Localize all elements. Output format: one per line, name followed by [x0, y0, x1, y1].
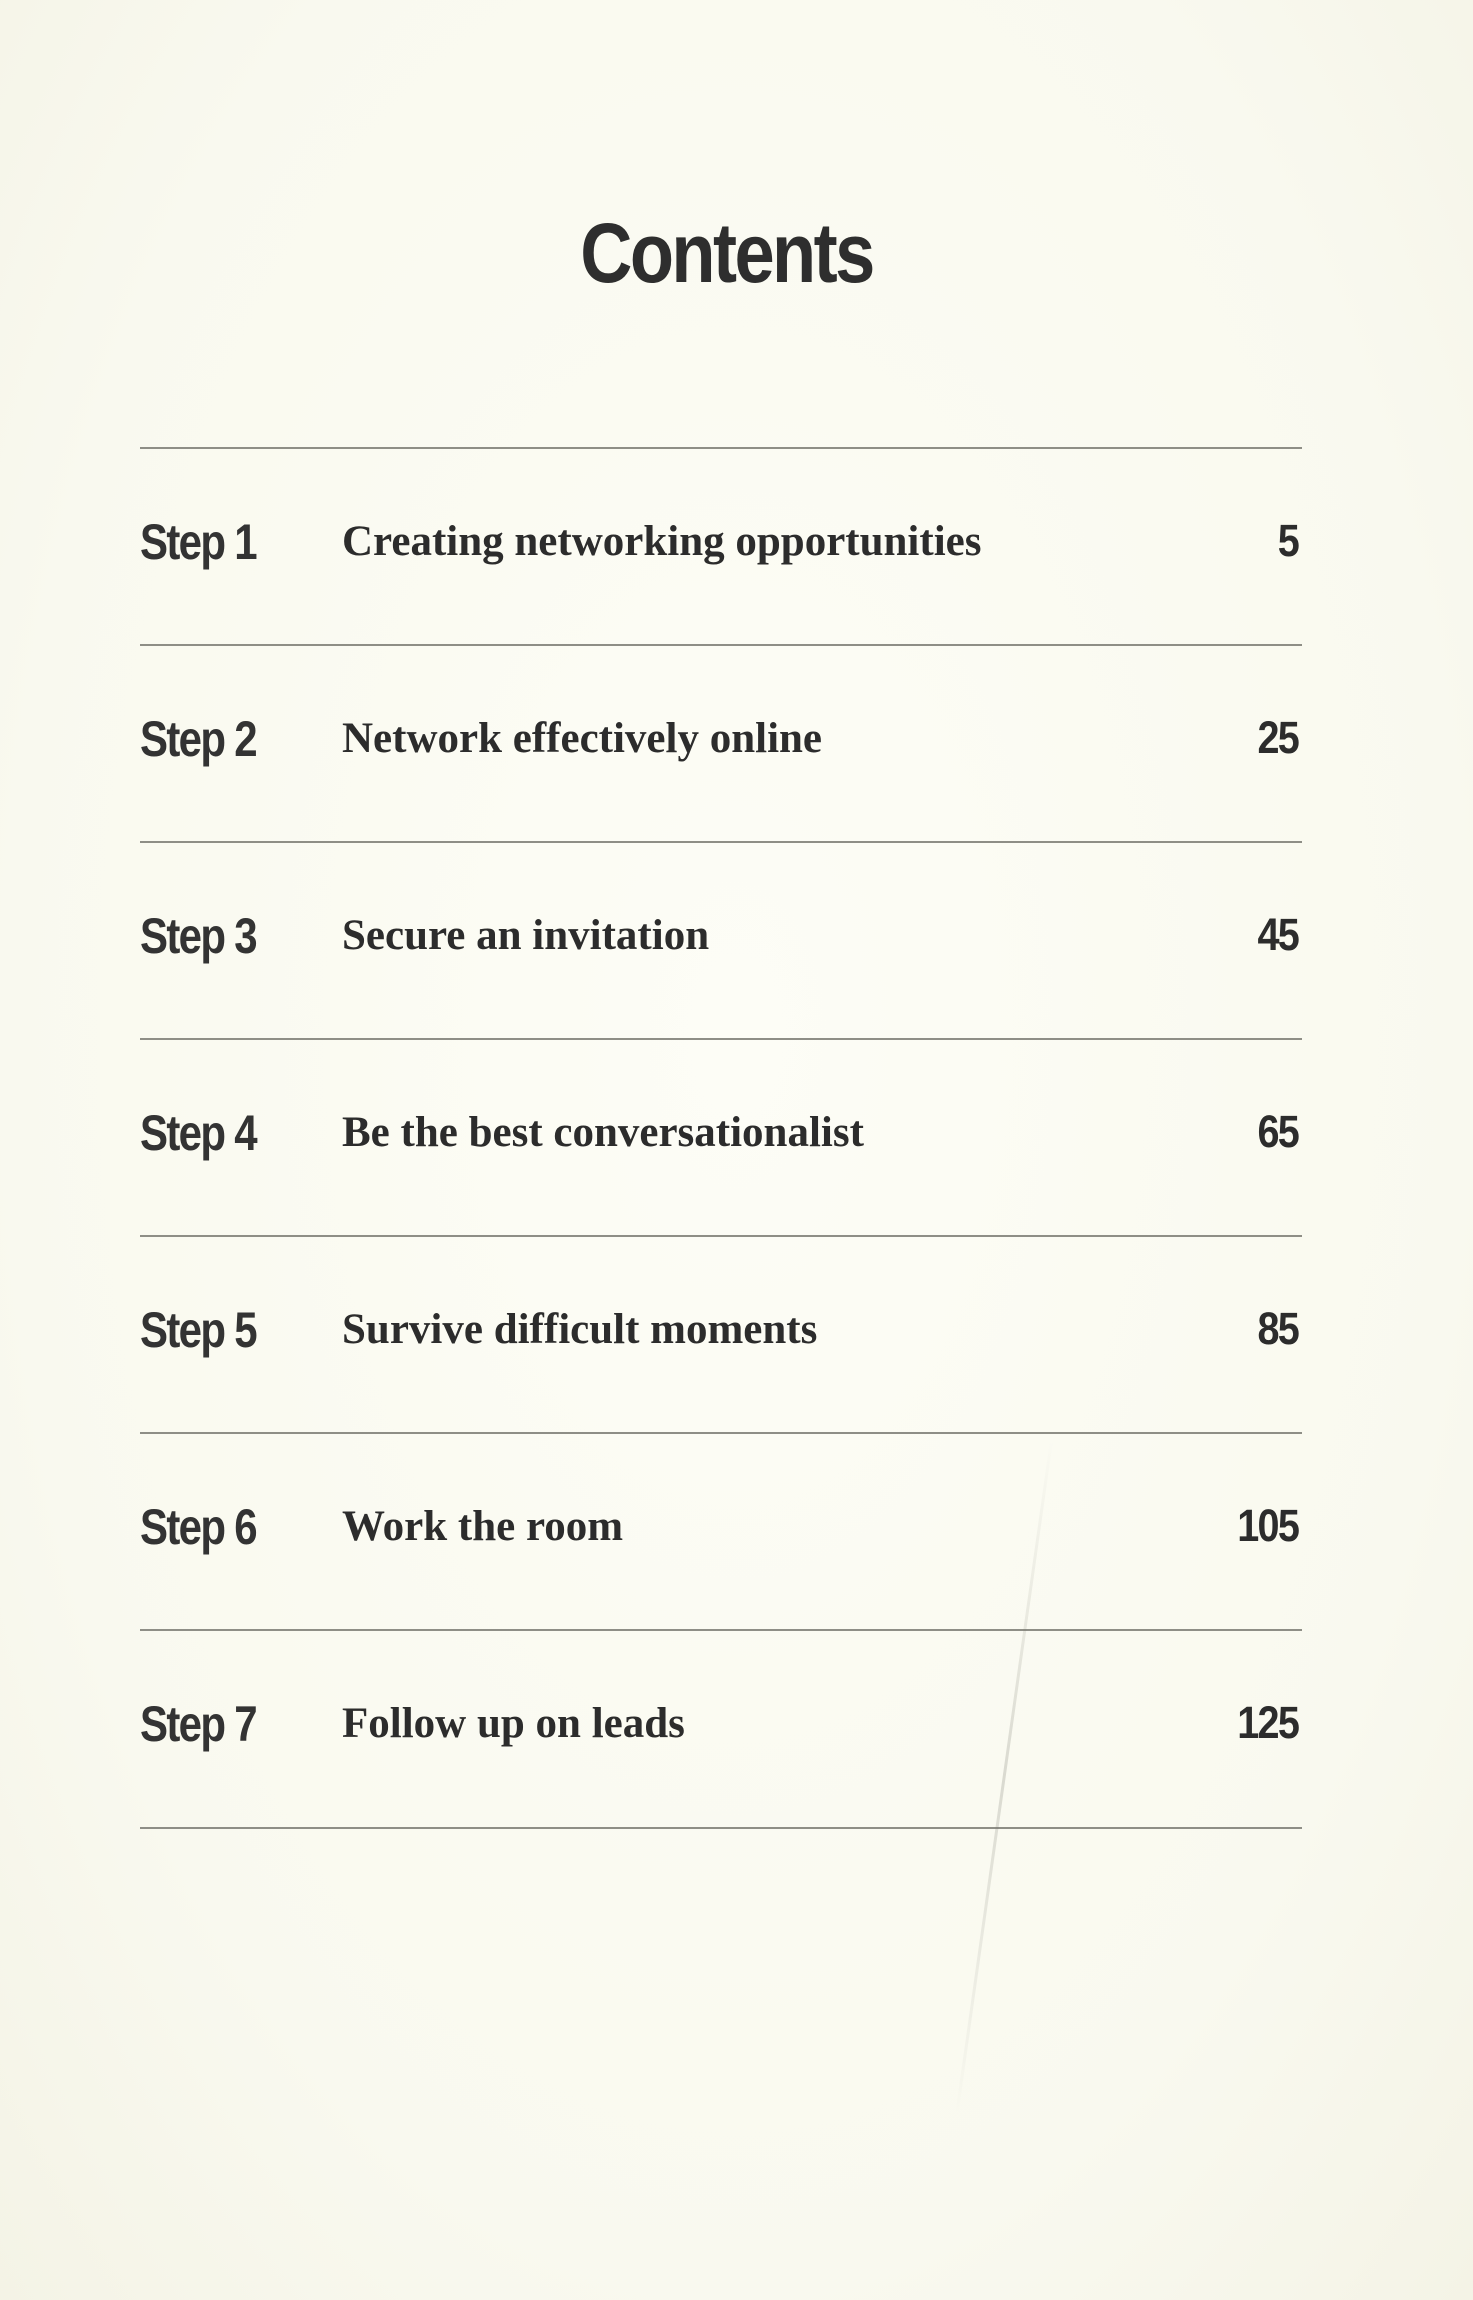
step-number: Step 5: [140, 1302, 256, 1358]
toc-entry-step-1[interactable]: [140, 447, 1302, 643]
chapter-title: Survive difficult moments: [342, 1306, 818, 1353]
toc-entry-step-6[interactable]: [140, 1432, 1302, 1628]
toc-entry-step-2[interactable]: [140, 644, 1302, 840]
contents-heading: Contents: [580, 206, 873, 300]
chapter-title: Be the best conversationalist: [342, 1109, 864, 1156]
step-number: Step 3: [140, 908, 256, 964]
toc-entry-step-7[interactable]: [140, 1629, 1302, 1825]
page-number: 125: [1237, 1697, 1298, 1748]
divider-rule: [140, 1827, 1302, 1829]
page-number: 85: [1257, 1303, 1298, 1354]
chapter-title: Follow up on leads: [342, 1700, 685, 1747]
toc-entry-step-3[interactable]: [140, 841, 1302, 1037]
chapter-title: Secure an invitation: [342, 912, 710, 959]
chapter-title: Network effectively online: [342, 715, 823, 762]
step-number: Step 4: [140, 1105, 256, 1161]
step-number: Step 6: [140, 1499, 256, 1555]
toc-entry-step-5[interactable]: [140, 1235, 1302, 1431]
chapter-title: Work the room: [342, 1503, 624, 1550]
page-number: 45: [1257, 909, 1298, 960]
page-number: 105: [1237, 1500, 1298, 1551]
step-number: Step 1: [140, 514, 256, 570]
table-of-contents: [140, 447, 1302, 1831]
chapter-title: Creating networking opportunities: [342, 518, 982, 565]
page-number: 25: [1257, 712, 1298, 763]
step-number: Step 2: [140, 711, 256, 767]
page-number: 5: [1277, 515, 1298, 566]
step-number: Step 7: [140, 1696, 256, 1752]
toc-entry-step-4[interactable]: [140, 1038, 1302, 1234]
page-number: 65: [1257, 1106, 1298, 1157]
